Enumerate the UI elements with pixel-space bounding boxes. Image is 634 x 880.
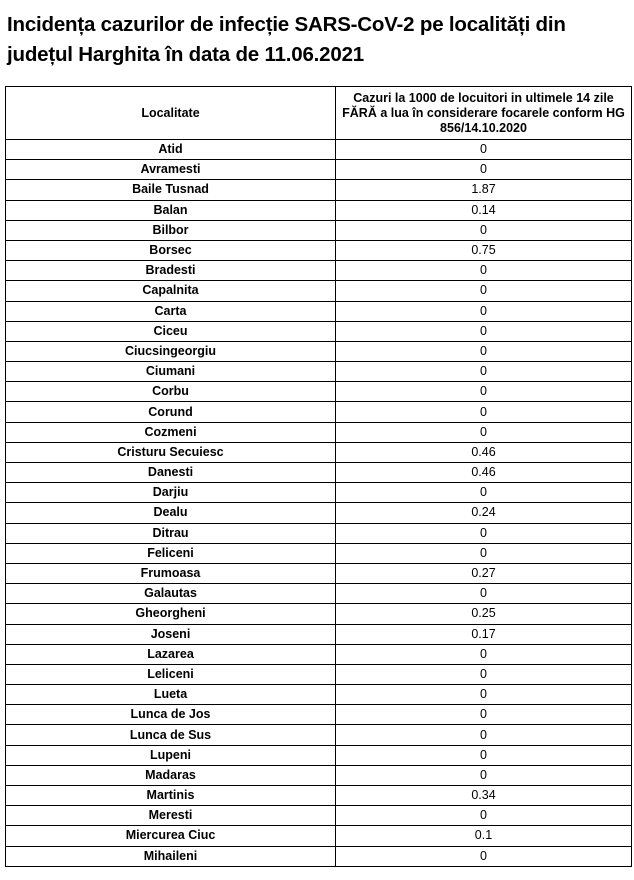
- incidence-value-cell: 0: [336, 765, 632, 785]
- table-row: [6, 483, 632, 503]
- locality-name-cell: Frumoasa: [6, 563, 336, 583]
- locality-name-cell: Balan: [6, 200, 336, 220]
- locality-name-cell: Capalnita: [6, 281, 336, 301]
- locality-name-cell: Cristuru Secuiesc: [6, 442, 336, 462]
- incidence-value-cell: 0.27: [336, 563, 632, 583]
- document-title: [7, 10, 627, 70]
- locality-name-cell: Borsec: [6, 240, 336, 260]
- incidence-value-cell: 0.24: [336, 503, 632, 523]
- incidence-value-cell: 0: [336, 705, 632, 725]
- locality-name-cell: Bradesti: [6, 261, 336, 281]
- table-row: [6, 442, 632, 462]
- table-row: [6, 523, 632, 543]
- incidence-value-cell: 0: [336, 321, 632, 341]
- incidence-value-cell: 0: [336, 382, 632, 402]
- incidence-value-cell: 0: [336, 140, 632, 160]
- locality-name-cell: Lunca de Jos: [6, 705, 336, 725]
- incidence-value-cell: 0: [336, 725, 632, 745]
- locality-name-cell: Madaras: [6, 765, 336, 785]
- table-row: [6, 240, 632, 260]
- locality-name-cell: Gheorgheni: [6, 604, 336, 624]
- incidence-table: [5, 86, 632, 867]
- incidence-value-cell: 0: [336, 341, 632, 361]
- locality-name-cell: Lueta: [6, 685, 336, 705]
- table-row: [6, 786, 632, 806]
- table-row: [6, 362, 632, 382]
- locality-name-cell: Mihaileni: [6, 846, 336, 866]
- table-row: [6, 281, 632, 301]
- table-row: [6, 664, 632, 684]
- table-row: [6, 463, 632, 483]
- table-row: [6, 321, 632, 341]
- table-row: [6, 543, 632, 563]
- table-row: [6, 765, 632, 785]
- incidence-value-cell: 0: [336, 806, 632, 826]
- table-row: [6, 745, 632, 765]
- locality-name-cell: Avramesti: [6, 160, 336, 180]
- locality-name-cell: Feliceni: [6, 543, 336, 563]
- locality-name-cell: Lunca de Sus: [6, 725, 336, 745]
- incidence-value-cell: 0: [336, 402, 632, 422]
- incidence-value-cell: 0: [336, 483, 632, 503]
- locality-name-cell: Atid: [6, 140, 336, 160]
- table-row: [6, 624, 632, 644]
- table-header-row: [6, 87, 632, 140]
- locality-name-cell: Ciceu: [6, 321, 336, 341]
- table-row: [6, 220, 632, 240]
- table-row: [6, 725, 632, 745]
- table-row: [6, 422, 632, 442]
- locality-name-cell: Leliceni: [6, 664, 336, 684]
- table-row: [6, 584, 632, 604]
- incidence-value-cell: 0.34: [336, 786, 632, 806]
- table-row: [6, 503, 632, 523]
- incidence-value-cell: 0: [336, 220, 632, 240]
- header-incidence-rate: Cazuri la 1000 de locuitori in ultimele 14 zile FĂRĂ a lua în considerare focarele conform HG 856/14.10.2020: [336, 87, 632, 140]
- incidence-value-cell: 0.46: [336, 442, 632, 462]
- incidence-value-cell: 0: [336, 362, 632, 382]
- incidence-value-cell: 0: [336, 644, 632, 664]
- incidence-value-cell: 0.1: [336, 826, 632, 846]
- table-row: [6, 261, 632, 281]
- table-row: [6, 382, 632, 402]
- table-row: [6, 826, 632, 846]
- table-row: [6, 301, 632, 321]
- incidence-value-cell: 0: [336, 422, 632, 442]
- locality-name-cell: Miercurea Ciuc: [6, 826, 336, 846]
- incidence-value-cell: 1.87: [336, 180, 632, 200]
- locality-name-cell: Joseni: [6, 624, 336, 644]
- locality-name-cell: Galautas: [6, 584, 336, 604]
- incidence-value-cell: 0: [336, 543, 632, 563]
- table-row: [6, 806, 632, 826]
- locality-name-cell: Carta: [6, 301, 336, 321]
- locality-name-cell: Baile Tusnad: [6, 180, 336, 200]
- incidence-value-cell: 0: [336, 685, 632, 705]
- incidence-value-cell: 0: [336, 523, 632, 543]
- locality-name-cell: Ciucsingeorgiu: [6, 341, 336, 361]
- locality-name-cell: Meresti: [6, 806, 336, 826]
- incidence-value-cell: 0: [336, 584, 632, 604]
- table-row: [6, 140, 632, 160]
- locality-name-cell: Ciumani: [6, 362, 336, 382]
- locality-name-cell: Corbu: [6, 382, 336, 402]
- incidence-value-cell: 0.14: [336, 200, 632, 220]
- locality-name-cell: Cozmeni: [6, 422, 336, 442]
- locality-name-cell: Danesti: [6, 463, 336, 483]
- incidence-value-cell: 0: [336, 846, 632, 866]
- incidence-value-cell: 0: [336, 301, 632, 321]
- locality-name-cell: Ditrau: [6, 523, 336, 543]
- table-row: [6, 705, 632, 725]
- incidence-value-cell: 0.75: [336, 240, 632, 260]
- locality-name-cell: Lazarea: [6, 644, 336, 664]
- title-line-2: județul Harghita în data de 11.06.2021: [7, 43, 364, 66]
- locality-name-cell: Lupeni: [6, 745, 336, 765]
- locality-name-cell: Corund: [6, 402, 336, 422]
- incidence-value-cell: 0: [336, 745, 632, 765]
- locality-name-cell: Bilbor: [6, 220, 336, 240]
- locality-name-cell: Dealu: [6, 503, 336, 523]
- incidence-value-cell: 0: [336, 261, 632, 281]
- locality-name-cell: Darjiu: [6, 483, 336, 503]
- header-localitate: Localitate: [6, 87, 336, 140]
- table-row: [6, 341, 632, 361]
- table-body: [6, 140, 632, 867]
- incidence-value-cell: 0: [336, 281, 632, 301]
- title-line-1: Incidența cazurilor de infecție SARS-CoV-2 pe localități din: [7, 13, 566, 36]
- incidence-value-cell: 0: [336, 664, 632, 684]
- table-row: [6, 604, 632, 624]
- table-row: [6, 685, 632, 705]
- table-row: [6, 402, 632, 422]
- table-row: [6, 644, 632, 664]
- table-row: [6, 846, 632, 866]
- table-row: [6, 180, 632, 200]
- incidence-value-cell: 0.46: [336, 463, 632, 483]
- locality-name-cell: Martinis: [6, 786, 336, 806]
- table-row: [6, 563, 632, 583]
- incidence-value-cell: 0.17: [336, 624, 632, 644]
- table-row: [6, 200, 632, 220]
- incidence-value-cell: 0: [336, 160, 632, 180]
- table-row: [6, 160, 632, 180]
- incidence-value-cell: 0.25: [336, 604, 632, 624]
